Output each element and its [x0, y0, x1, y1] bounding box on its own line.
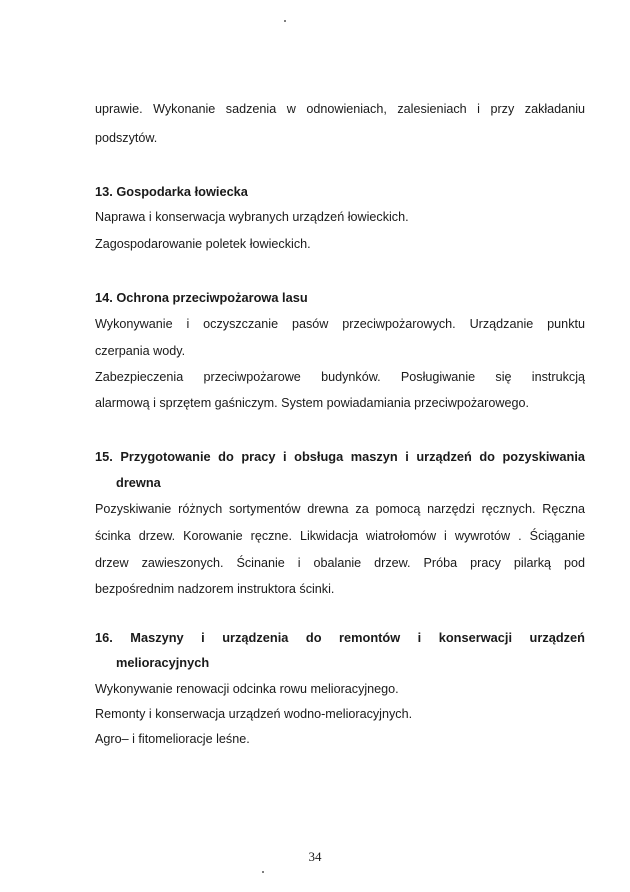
- section-13-heading: 13. Gospodarka łowiecka: [95, 184, 248, 199]
- intro-line: podszytów.: [95, 131, 158, 145]
- section-13-line: Zagospodarowanie poletek łowieckich.: [95, 237, 311, 251]
- section-15-line: bezpośrednim nadzorem instruktora ścinki.: [95, 582, 335, 596]
- section-15-heading: 15. Przygotowanie do pracy i obsługa maszyn i urządzeń do pozyskiwania: [95, 449, 585, 464]
- section-13-line: Naprawa i konserwacja wybranych urządzeń łowieckich.: [95, 210, 409, 224]
- section-16-heading: 16. Maszyny i urządzenia do remontów i konserwacji urządzeń: [95, 630, 585, 645]
- section-15-line: ścinka drzew. Korowanie ręczne. Likwidacja wiatrołomów i wywrotów . Ściąganie: [95, 529, 585, 543]
- intro-line: uprawie. Wykonanie sadzenia w odnowieniach, zalesieniach i przy zakładaniu: [95, 102, 585, 116]
- section-15-heading-cont: drewna: [116, 475, 161, 490]
- scan-speck: [262, 871, 264, 873]
- section-14-heading: 14. Ochrona przeciwpożarowa lasu: [95, 290, 308, 305]
- section-14-line: Wykonywanie i oczyszczanie pasów przeciwpożarowych. Urządzanie punktu: [95, 317, 585, 331]
- scan-speck: [284, 20, 286, 22]
- page-number: 34: [308, 849, 322, 864]
- section-15-line: Pozyskiwanie różnych sortymentów drewna za pomocą narzędzi ręcznych. Ręczna: [95, 502, 585, 516]
- section-16-line: Remonty i konserwacja urządzeń wodno-melioracyjnych.: [95, 707, 413, 721]
- section-14-line: Zabezpieczenia przeciwpożarowe budynków. Posługiwanie się instrukcją: [95, 370, 585, 384]
- section-14-line: alarmową i sprzętem gaśniczym. System powiadamiania przeciwpożarowego.: [95, 396, 529, 410]
- section-16-line: Wykonywanie renowacji odcinka rowu melioracyjnego.: [95, 682, 399, 696]
- section-16-heading-cont: melioracyjnych: [116, 655, 210, 670]
- section-14-line: czerpania wody.: [95, 344, 186, 358]
- section-15-line: drzew zawieszonych. Ścinanie i obalanie drzew. Próba pracy pilarką pod: [95, 556, 585, 570]
- section-16-line: Agro– i fitomelioracje leśne.: [95, 732, 250, 746]
